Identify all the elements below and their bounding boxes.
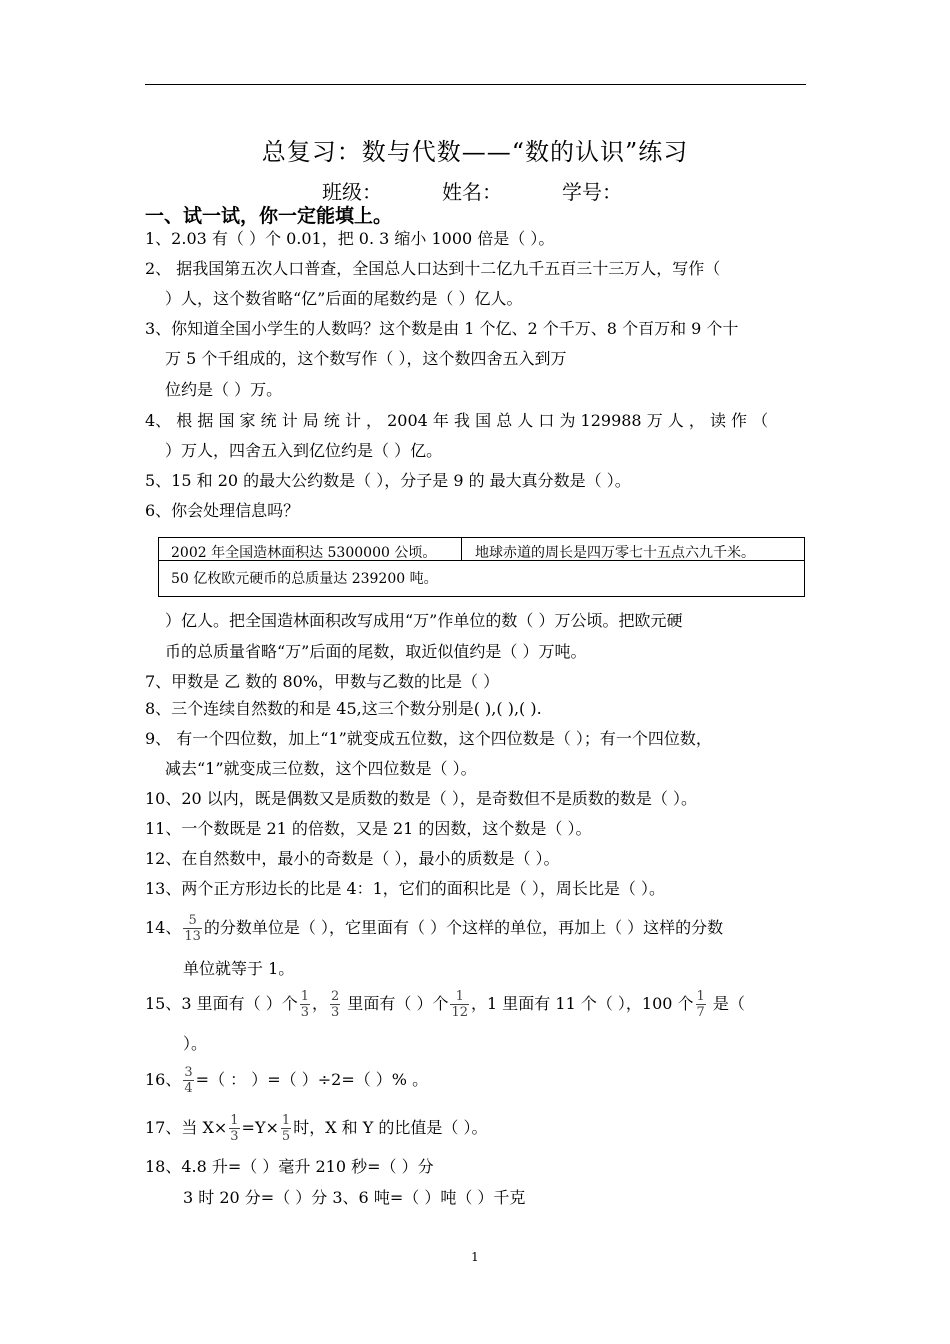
page-title: 总复习：数与代数——“数的认识”练习: [261, 138, 689, 166]
info-table-row-1: [159, 538, 804, 561]
fraction-1-7: [696, 989, 706, 1020]
question-2-line-2: ）人，这个数省略“亿”后面的尾数约是（ ）亿人。: [165, 289, 523, 308]
question-2-line-1: 2、 据我国第五次人口普查，全国总人口达到十二亿九千五百三十三万人，写作（: [145, 259, 721, 278]
question-10: 10、20 以内，既是偶数又是质数的数是（ ），是奇数但不是质数的数是（ ）。: [145, 789, 697, 808]
fraction-1-3: [229, 1113, 239, 1144]
info-table-cell-forest: 2002 年全国造林面积达 5300000 公顷。: [171, 545, 437, 561]
info-table-divider: [461, 538, 462, 560]
question-16-text: =（ ： ）=（ ）÷2=（ ）% 。: [195, 1070, 429, 1089]
question-14-number: 14、: [145, 918, 182, 937]
question-15-text-e: 是（: [707, 994, 745, 1013]
question-6-line-2: ）亿人。把全国造林面积改写成用“万”作单位的数（ ）万公顷。把欧元硬: [165, 611, 683, 630]
question-9-line-1: 9、 有一个四位数，加上“1”就变成五位数，这个四位数是（ ）；有一个四位数，: [145, 729, 712, 748]
fraction-numerator: 1: [450, 989, 469, 1005]
fraction-1-12: [450, 989, 469, 1020]
question-14-line-1: [145, 910, 723, 946]
class-label: 班级：: [322, 180, 382, 204]
question-13: 13、两个正方形边长的比是 4：1，它们的面积比是（ ），周长比是（ ）。: [145, 879, 665, 898]
fraction-numerator: 1: [300, 989, 309, 1004]
question-3-line-3: 位约是（ ）万。: [165, 380, 283, 399]
fraction-numerator: 1: [696, 989, 705, 1004]
fraction-denominator: 4: [184, 1081, 193, 1096]
question-18-line-2: 3 时 20 分=（ ）分 3、6 吨=（ ）吨（ ）千克: [183, 1188, 526, 1207]
fraction-numerator: 1: [281, 1113, 291, 1128]
question-3-line-1: 3、你知道全国小学生的人数吗？这个数是由 1 个亿、2 个千万、8 个百万和 9 个十: [145, 319, 739, 338]
question-5: 5、15 和 20 的最大公约数是（ ），分子是 9 的 最大真分数是（ ）。: [145, 471, 631, 490]
question-8: 8、三个连续自然数的和是 45,这三个数分别是( ),( ),( ).: [145, 699, 542, 718]
section-heading: 一、试一试，你一定能填上。: [145, 205, 393, 227]
info-table: [158, 537, 805, 597]
question-16-number: 16、: [145, 1070, 182, 1089]
question-7: 7、甲数是 乙 数的 80%，甲数与乙数的比是（ ）: [145, 672, 500, 691]
fraction-numerator: 2: [331, 989, 340, 1004]
page-number: 1: [471, 1250, 479, 1264]
question-17-text-b: =Y×: [241, 1118, 279, 1137]
fraction-denominator: 3: [331, 1005, 340, 1020]
question-3-line-2: 万 5 个千组成的，这个数写作（ ），这个数四舍五入到万: [165, 349, 567, 368]
question-11: 11、一个数既是 21 的倍数，又是 21 的因数，这个数是（ ）。: [145, 819, 592, 838]
header-rule: [145, 84, 806, 85]
question-17-text-c: 时，X 和 Y 的比值是（ ）。: [293, 1118, 488, 1137]
fraction-denominator: 13: [184, 929, 201, 944]
question-6-line-3: 币的总质量省略“万”后面的尾数，取近似值约是（ ）万吨。: [165, 642, 587, 661]
fraction-denominator: 3: [300, 1005, 309, 1020]
fraction-numerator: 5: [183, 913, 202, 929]
name-label: 姓名：: [442, 180, 502, 204]
question-14-line-2: 单位就等于 1。: [183, 959, 295, 978]
fraction-2-3: [330, 989, 340, 1020]
question-4-line-2: ）万人，四舍五入到亿位约是（ ）亿。: [165, 441, 443, 460]
question-15-text-d: ，1 里面有 11 个（ ），100 个: [471, 994, 694, 1013]
fraction-denominator: 12: [451, 1005, 469, 1020]
question-9-line-2: 减去“1”就变成三位数，这个四位数是（ ）。: [165, 759, 477, 778]
question-15-text-c: 里面有（ ）个: [342, 994, 449, 1013]
question-12: 12、在自然数中，最小的奇数是（ ），最小的质数是（ ）。: [145, 849, 560, 868]
fraction-numerator: 3: [184, 1065, 193, 1080]
fraction-denominator: 7: [696, 1005, 705, 1020]
fraction-denominator: 3: [230, 1129, 239, 1144]
question-17: [145, 1110, 488, 1146]
question-17-text-a: 17、当 X×: [145, 1118, 228, 1137]
question-1: 1、2.03 有（ ）个 0.01，把 0. 3 缩小 1000 倍是（ ）。: [145, 229, 555, 248]
fraction-denominator: 5: [281, 1129, 291, 1144]
student-id-label: 学号：: [562, 180, 622, 204]
question-18-line-1: 18、4.8 升=（ ）毫升 210 秒=（ ）分: [145, 1157, 434, 1176]
question-16: [145, 1062, 428, 1098]
question-15-text-a: 15、3 里面有（ ）个: [145, 994, 298, 1013]
fraction-1-5: [281, 1113, 291, 1144]
fraction-3-4: [183, 1065, 193, 1096]
question-15-text-b: ，: [312, 994, 329, 1013]
fraction-1-3: [300, 989, 310, 1020]
fraction-5-13: [183, 913, 202, 944]
info-table-cell-euro: 50 亿枚欧元硬币的总质量达 239200 吨。: [171, 571, 438, 587]
question-14-text: 的分数单位是（ ），它里面有（ ）个这样的单位，再加上（ ）这样的分数: [203, 918, 724, 937]
fraction-numerator: 1: [230, 1113, 239, 1128]
info-table-cell-equator: 地球赤道的周长是四万零七十五点六九千米。: [475, 545, 755, 561]
question-15-line-1: [145, 986, 745, 1022]
question-6: 6、你会处理信息吗？: [145, 501, 300, 520]
question-4-line-1: 4、 根 据 国 家 统 计 局 统 计 ， 2004 年 我 国 总 人 口 为 129988 万 人 ， 读 作 （: [145, 411, 769, 430]
question-15-line-2: ）。: [183, 1034, 208, 1053]
